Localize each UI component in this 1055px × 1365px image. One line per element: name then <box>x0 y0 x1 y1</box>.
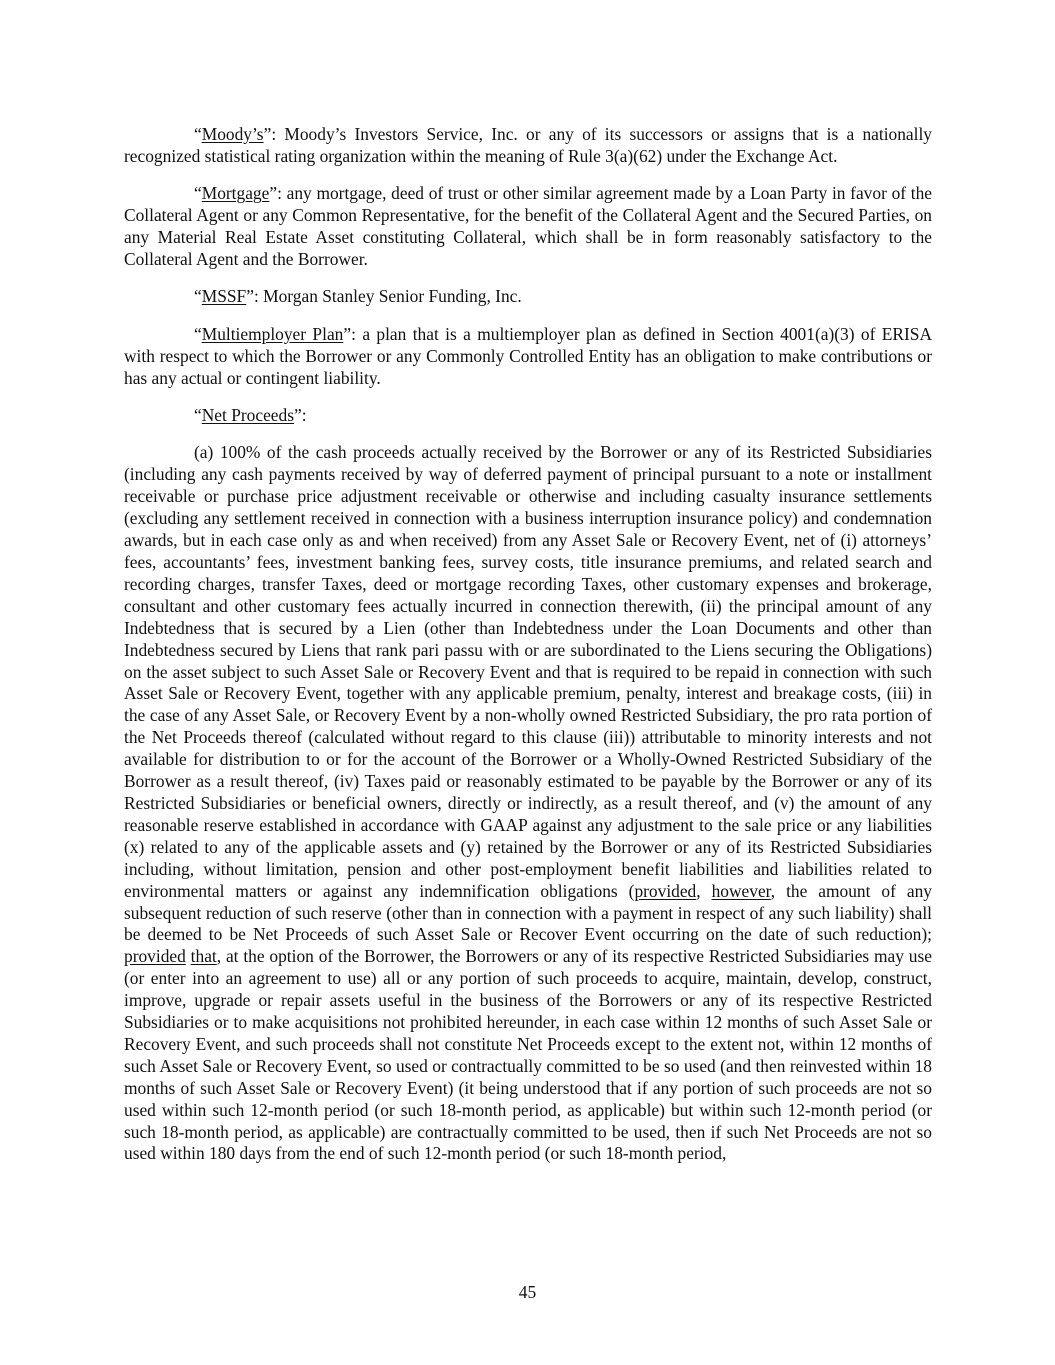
definition-mortgage: “Mortgage”: any mortgage, deed of trust or other similar agreement made by a Loan Party in favor of the Collateral Agent or any Common Representative, for the benefit of the Collateral Agent and the Secured Parties, on any Material Real Estate Asset constituting Collateral, which shall be in form reasonably satisfactory to the Collateral Agent and the Borrower. <box>124 183 933 270</box>
definition-text: a plan that is a multiemployer plan as defined in Section 4001(a)(3) of ERISA with respect to which the Borrower or any Commonly Controlled Entity has an obligation to make contributions or has any actual or contingent liability. <box>124 323 932 388</box>
defined-term: Multiemployer Plan <box>201 323 344 344</box>
definition-multiemployer-plan: “Multiemployer Plan”: a plan that is a multiemployer plan as defined in Section 4001(a)(3) of ERISA with respect to which the Borrower or any Commonly Controlled Entity has an obligation to make contributions or has any actual or contingent liability. <box>124 323 932 388</box>
definition-text: Moody’s Investors Service, Inc. or any of its successors or assigns that is a nationally recognized statistical rating organization within the meaning of Rule 3(a)(62) under the Exchange Act. <box>124 124 932 166</box>
underlined-provided: provided <box>634 880 697 901</box>
definition-mssf: “MSSF”: Morgan Stanley Senior Funding, Inc. <box>194 286 522 307</box>
underlined-however: however <box>711 880 771 901</box>
definition-text: any mortgage, deed of trust or other similar agreement made by a Loan Party in favor of the Collateral Agent or any Common Representative, for the benefit of the Collateral Agent and the Secured Parties, on any Material Real Estate Asset constituting Collateral, which shall be in form reasonably satisfactory to the Collateral Agent and the Borrower. <box>124 183 933 270</box>
page-number: 45 <box>518 1282 537 1302</box>
underlined-provided: provided <box>124 946 186 967</box>
net-proceeds-clause-a: (a) 100% of the cash proceeds actually received by the Borrower or any of its Restricted Subsidiaries (including any cash payments received by way of deferred payment of principal pursuant to a note or installment receivable or purchase price adjustment receivable or otherwise and including casualty insurance settlements (excluding any settlement received in connection with a business interruption insurance policy) and condemnation awards, but in each case only as and when received) from any Asset Sale or Recovery Event, net of (i) attorneys’ fees, accountants’ fees, investment banking fees, survey costs, title insurance premiums, and related search and recording charges, transfer Taxes, deed or mortgage recording Taxes, other customary expenses and brokerage, consultant and other customary fees actually incurred in connection therewith, (ii) the principal amount of any Indebtedness that is secured by a Lien (other than Indebtedness under the Loan Documents and other than Indebtedness secured by Liens that rank pari passu with or are subordinated to the Liens securing the Obligations) on the asset subject to such Asset Sale or Recovery Event and that is required to be repaid in connection with such Asset Sale or Recovery Event, together with any applicable premium, penalty, interest and breakage costs, (iii) in the case of any Asset Sale, or Recovery Event by a non-wholly owned Restricted Subsidiary, the pro rata portion of the Net Proceeds thereof (calculated without regard to this clause (iii)) attributable to minority interests and not available for distribution to or for the account of the Borrower or a Wholly-Owned Restricted Subsidiary of the Borrower as a result thereof, (iv) Taxes paid or reasonably estimated to be payable by the Borrower or any of its Restricted Subsidiaries or beneficial owners, directly or indirectly, as a result thereof, and (v) the amount of any reasonable reserve established in accordance with GAAP against any adjustment to the sale price or any liabilities (x) related to any of the applicable assets and (y) retained by the Borrower or any of its Restricted Subsidiaries including, without limitation, pension and other post-employment benefit liabilities and liabilities related to environmental matters or against any indemnification obligations (provided, however, the amount of any subsequent reduction of such reserve (other than in connection with a payment in respect of any such liability) shall be deemed to be Net Proceeds of such Asset Sale or Recover Event occurring on the date of such reduction); provided that, at the option of the Borrower, the Borrowers or any of its respective Restricted Subsidiaries may use (or enter into an agreement to use) all or any portion of such proceeds to acquire, maintain, develop, construct, improve, upgrade or repair assets useful in the business of the Borrowers or any of its respective Restricted Subsidiaries or to make acquisitions not prohibited hereunder, in each case within 12 months of such Asset Sale or Recovery Event, and such proceeds shall not constitute Net Proceeds except to the extent not, within 12 months of such Asset Sale or Recovery Event, so used or contractually committed to be so used (and then reinvested within 18 months of such Asset Sale or Recovery Event) (it being understood that if any portion of such proceeds are not so used within such 12-month period (or such 18-month period, as applicable) but within such 12-month period (or such 18-month period, as applicable) are contractually committed to be used, then if such Net Proceeds are not so used within 180 days from the end of such 12-month period (or such 18-month period, <box>124 442 932 1164</box>
defined-term: Moody’s <box>201 124 264 144</box>
definition-net-proceeds: “Net Proceeds”: <box>194 405 307 426</box>
defined-term: Net Proceeds <box>201 405 294 426</box>
definition-moodys: “Moody’s”: Moody’s Investors Service, Inc. or any of its successors or assigns that is a nationally recognized statistical rating organization within the meaning of Rule 3(a)(62) under the Exchange Act. <box>124 124 932 166</box>
document-page <box>124 124 932 1181</box>
definition-text: Morgan Stanley Senior Funding, Inc. <box>263 286 522 307</box>
defined-term: MSSF <box>201 286 247 307</box>
underlined-that: that <box>190 946 217 967</box>
defined-term: Mortgage <box>201 183 270 204</box>
